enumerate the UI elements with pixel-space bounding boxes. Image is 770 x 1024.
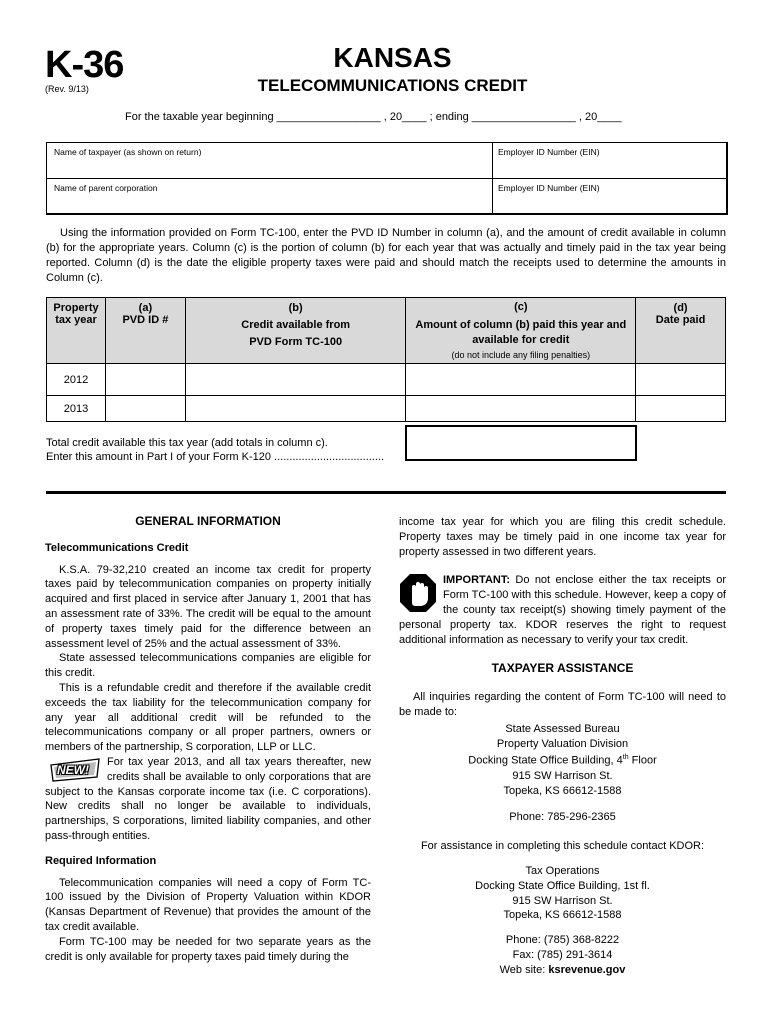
state-title: KANSAS <box>333 42 452 73</box>
header-property-line2: tax year <box>55 314 97 326</box>
taxpayer-name-field[interactable] <box>46 142 493 179</box>
header-col-d <box>636 298 726 364</box>
pvd-address-line4: 915 SW Harrison St. <box>512 769 613 782</box>
stop-hand-icon <box>399 573 437 613</box>
pvd-address-line2: Property Valuation Division <box>496 737 629 750</box>
header-col-d-title: Date paid <box>655 314 706 326</box>
kdor-address-line1: Tax Operations <box>525 865 600 877</box>
header-property-line1: Property <box>53 302 99 314</box>
new-badge-text: NEW! <box>57 762 89 777</box>
kdor-address-line4: Topeka, KS 66612-1588 <box>503 909 622 922</box>
ein-label-2: Employer ID Number (EIN) <box>498 183 600 193</box>
taxpayer-name-label: Name of taxpayer (as shown on return) <box>54 147 202 157</box>
header-col-a-title: PVD ID # <box>122 314 169 326</box>
amount-paid-2012[interactable] <box>406 364 636 396</box>
kdor-assistance-intro: For assistance in completing this schedule contact KDOR: <box>420 840 705 853</box>
pvd-id-2012[interactable] <box>105 364 185 396</box>
header-col-c <box>406 298 636 364</box>
instructions-intro: Using the information provided on Form TC-100, enter the PVD ID Number in column (a), and the amount of credit available in column (b) for the appropriate years. Column (c) is the portion of column (b) for each year that was actually and timely paid in the tax year being reported. Column (d) is the date the eligible property taxes were paid and should match the receipts used to determine the amounts in Column (c). <box>46 227 726 284</box>
row-year-2013: 2013 <box>47 396 106 422</box>
pvd-id-2013[interactable] <box>105 396 185 422</box>
pvd-address-line3 <box>399 751 726 768</box>
pvd-address <box>399 722 726 825</box>
total-credit-field[interactable] <box>405 425 637 461</box>
header-col-b-title2: PVD Form TC-100 <box>249 336 343 348</box>
important-text: Do not enclose either the tax receipts or Form TC-100 with this schedule. However, keep a copy of the county tax receipt(s) showing timely payment of the personal property tax. KDOR reserves the right to request additional information as necessary to verify your tax credit. <box>399 574 726 646</box>
header-col-c-label: (c) <box>514 301 528 313</box>
right-para-1: income tax year for which you are filing this credit schedule. Property taxes may be timely paid in one income tax year for property assessed in two different years. <box>399 516 726 558</box>
important-notice <box>399 573 726 647</box>
ein-label-1: Employer ID Number (EIN) <box>498 147 600 157</box>
required-para-2: Form TC-100 may be needed for two separate years as the credit is only available for property taxes paid timely during the <box>45 935 371 963</box>
important-label: IMPORTANT: <box>443 574 511 587</box>
date-paid-2012[interactable] <box>636 364 726 396</box>
form-number: K-36 <box>45 44 124 86</box>
kdor-address-line2: Docking State Office Building, 1st fl. <box>475 879 650 892</box>
row-year-2012: 2012 <box>47 364 106 396</box>
kdor-fax: Fax: (785) 291-3614 <box>512 948 613 961</box>
parent-corp-field[interactable] <box>46 178 493 215</box>
credit-available-2013[interactable] <box>185 396 406 422</box>
general-info-heading: GENERAL INFORMATION <box>135 514 281 528</box>
telecom-para-3: This is a refundable credit and therefore if the available credit exceeds the tax liability for the telecommunication company for any year all additional credit will be refunded to the telecommunications company or all proper partners, owners or members of the partnership, S corporation, LLP or LLC. <box>45 681 371 754</box>
header-col-c-note: (do not include any filing penalties) <box>451 350 591 360</box>
general-information-column <box>45 514 371 964</box>
kdor-address-line3: 915 SW Harrison St. <box>512 894 613 907</box>
header-col-b-label: (b) <box>288 302 303 314</box>
table-header-row <box>47 298 726 364</box>
taxpayer-assistance-heading: TAXPAYER ASSISTANCE <box>491 661 634 676</box>
telecom-para-4-wrap <box>45 755 371 844</box>
header-col-c-title2: available for credit <box>472 334 570 346</box>
tax-year-line: For the taxable year beginning _________________ , 20____ ; ending _________________ , 20____ <box>125 111 622 123</box>
header-col-c-title1: Amount of column (b) paid this year and <box>415 319 627 331</box>
website-label: Web site: <box>499 963 549 976</box>
pvd-address-line3-sup: th <box>622 754 629 762</box>
ein-field-2[interactable] <box>492 178 728 215</box>
pvd-address-line3-floor: Floor <box>628 755 657 768</box>
telecom-credit-subhead: Telecommunications Credit <box>45 541 189 554</box>
table-row <box>47 396 726 422</box>
header-property-tax-year <box>47 298 106 364</box>
header-col-d-label: (d) <box>673 302 688 314</box>
section-divider <box>46 491 726 494</box>
amount-paid-2013[interactable] <box>406 396 636 422</box>
taxpayer-info-box <box>46 142 727 214</box>
credit-available-2012[interactable] <box>185 364 406 396</box>
kdor-address <box>399 864 726 978</box>
form-title: TELECOMMUNICATIONS CREDIT <box>257 76 528 95</box>
pvd-address-line3-main: Docking State Office Building, 4 <box>468 755 623 768</box>
telecom-para-4: For tax year 2013, and all tax years thereafter, new credits shall be available to only corporations that are subject to the Kansas corporate income tax (i.e. C corporations). New credits shall no longer be available to individuals, partnerships, S corporations, limited liability companies, and other pass-through entities. <box>45 755 371 842</box>
header-col-b <box>185 298 406 364</box>
date-paid-2013[interactable] <box>636 396 726 422</box>
website-link[interactable]: ksrevenue.gov <box>548 963 626 976</box>
kdor-website <box>399 963 726 978</box>
parent-corp-label: Name of parent corporation <box>54 183 158 193</box>
required-para-1: Telecommunication companies will need a copy of Form TC-100 issued by the Division of Property Valuation within KDOR (Kansas Department of Revenue) that provides the amount of the tax credit available. <box>45 876 371 933</box>
credit-table <box>46 297 726 422</box>
total-line2: Enter this amount in Part I of your Form K-120 .................................... <box>46 451 385 463</box>
header-col-a <box>105 298 185 364</box>
kdor-phone: Phone: (785) 368-8222 <box>505 934 620 947</box>
required-info-subhead: Required Information <box>45 854 157 867</box>
assistance-column <box>399 515 726 978</box>
total-credit-instructions <box>46 436 384 464</box>
header-col-b-title1: Credit available from <box>241 319 351 331</box>
total-line1: Total credit available this tax year (add totals in column c). <box>46 437 328 449</box>
pvd-address-line1: State Assessed Bureau <box>505 722 620 735</box>
pvd-address-line5: Topeka, KS 66612-1588 <box>503 784 622 797</box>
new-badge-icon <box>49 757 101 783</box>
telecom-para-1: K.S.A. 79-32,210 created an income tax credit for property taxes paid by telecommunication companies on property initially acquired and first placed in service after January 1, 2001 that has an assessment rate of 33%. The credit will be equal to the amount of property taxes timely paid for the difference between an assessment level of 25% and the actual assessment of 33%. <box>45 563 371 650</box>
header-col-a-label: (a) <box>138 302 153 314</box>
pvd-phone: Phone: 785-296-2365 <box>509 811 616 824</box>
revision-date: (Rev. 9/13) <box>45 84 89 94</box>
telecom-para-2: State assessed telecommunications companies are eligible for this credit. <box>45 652 371 680</box>
table-row <box>47 364 726 396</box>
ein-field-1[interactable] <box>492 142 728 179</box>
assistance-intro: All inquiries regarding the content of Form TC-100 will need to be made to: <box>399 691 726 718</box>
